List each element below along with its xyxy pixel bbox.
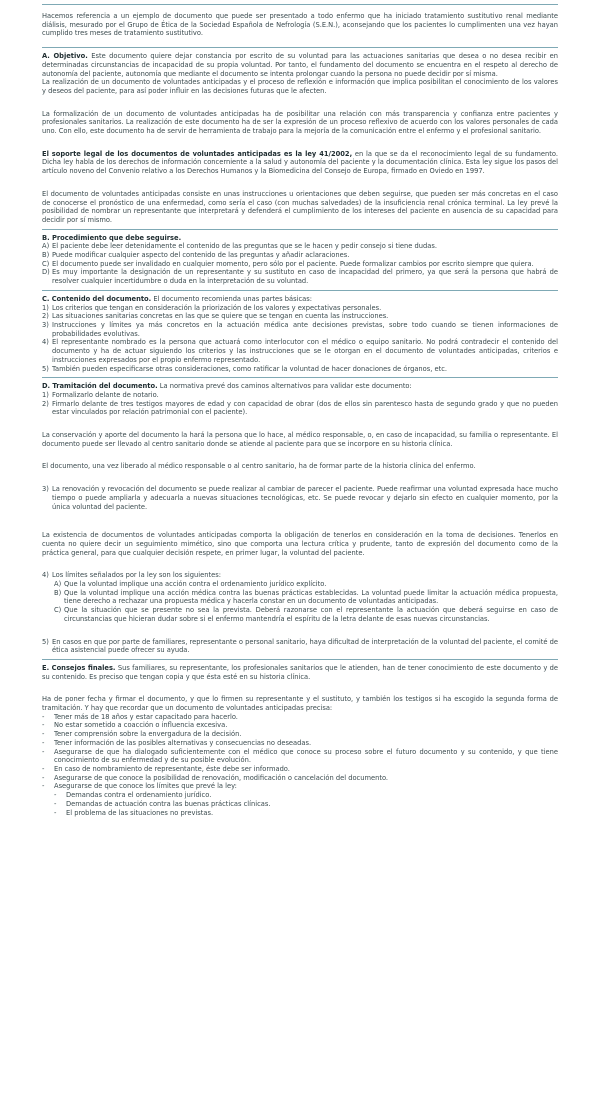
item-marker: 4) bbox=[42, 338, 49, 347]
section-a-p3: La formalización de un documento de voluntades anticipadas ha de posibilitar una relación con más transparencia y confianza entre pacientes y profesionales sanitarios. La realización de este documento ha de ser la expresión de un proceso reflexivo de acuerdo con los valores personales de cada uno. Con ello, este documento ha de servir de herramienta de trabajo para la mejoría de la comunicación entre el enfermo y el profesional sanitario. bbox=[42, 109, 558, 136]
section-e-text: Sus familiares, su representante, los profesionales sanitarios que le atienden, han de tener conocimiento de este documento y de su contenido. Es preciso que tengan copia y que ésta esté en su historia clínica. bbox=[42, 663, 558, 681]
item-marker: - bbox=[42, 721, 45, 730]
item-marker: - bbox=[54, 791, 57, 800]
item-text: Los criterios que tengan en consideración la priorización de los valores y expectativas personales. bbox=[52, 303, 382, 312]
item-text: Demandas contra el ordenamiento jurídico. bbox=[66, 791, 212, 800]
section-d-heading: D. Tramitación del documento. bbox=[42, 382, 158, 391]
item-text: Puede modificar cualquier aspecto del contenido de las preguntas y añadir aclaraciones. bbox=[52, 251, 350, 260]
item-marker: 5) bbox=[42, 364, 49, 373]
item-text: En casos en que por parte de familiares, representante o personal sanitario, haya dificultad de interpretación de la voluntad del paciente, el comité de ética asistencial puede ofrecer su ayuda. bbox=[52, 637, 558, 655]
item-marker: 4) bbox=[42, 571, 49, 580]
item-marker: 5) bbox=[42, 637, 49, 646]
list-item bbox=[42, 571, 558, 580]
item-text: La renovación y revocación del documento se puede realizar al cambiar de parecer el paciente. Puede reafirmar una voluntad expresada hace mucho tiempo o puede ampliarla y adecuarla a nuevas situaciones tecnológicas, etc. Se puede revocar y dejarlo sin efecto en cualquier momento, por la única voluntad del paciente. bbox=[52, 485, 558, 511]
section-c-intro bbox=[42, 295, 558, 304]
item-marker: 3) bbox=[42, 320, 49, 329]
item-text: Los límites señalados por la ley son los siguientes: bbox=[52, 571, 221, 580]
section-divider bbox=[42, 47, 558, 48]
list-item bbox=[42, 774, 558, 783]
item-marker: A) bbox=[54, 580, 62, 589]
list-item bbox=[42, 748, 558, 765]
list-item bbox=[42, 739, 558, 748]
section-divider bbox=[42, 377, 558, 378]
item-marker: C) bbox=[42, 259, 50, 268]
list-item bbox=[42, 485, 558, 511]
item-marker: - bbox=[42, 765, 45, 773]
item-text: El problema de las situaciones no previstas. bbox=[66, 808, 214, 817]
section-c-list bbox=[42, 304, 558, 374]
list-item bbox=[54, 800, 558, 809]
item-text: Que la voluntad implique una acción médica contra las buenas prácticas establecidas. La voluntad puede limitar la actuación médica propuesta, tiene derecho a rechazar una propuesta médica y hacerla constar en un documento de voluntadas anticipadas. bbox=[64, 588, 558, 606]
item-text: También pueden especificarse otras consideraciones, como ratificar la voluntad de hacer donaciones de órganos, etc. bbox=[52, 364, 448, 373]
law-limits-sublist bbox=[42, 791, 558, 817]
item-marker: 3) bbox=[42, 485, 49, 494]
limits-sublist bbox=[42, 580, 558, 624]
item-text: Tener más de 18 años y estar capacitado para hacerlo. bbox=[54, 712, 238, 721]
item-marker: - bbox=[54, 799, 57, 808]
item-marker: - bbox=[42, 773, 45, 782]
section-divider bbox=[42, 229, 558, 230]
item-marker: - bbox=[54, 808, 57, 817]
item-text: Formalizarlo delante de notario. bbox=[52, 390, 159, 399]
item-marker: B) bbox=[54, 588, 62, 597]
item-text: El representante nombrado es la persona que actuará como interlocutor con el médico o equipo sanitario. No podrá contradecir el contenido del documento y ha de actuar siguiendo los criterios y las instrucciones que se le otorgan en el documento de voluntades anticipadas, criterios e instrucciones expresados por el propio enfermo representado. bbox=[52, 338, 558, 364]
section-b-list bbox=[42, 242, 558, 286]
section-d-p2: La conservación y aporte del documento la hará la persona que lo hace, al médico responsable, o, en caso de incapacidad, su familia o representante. El documento puede ser llevado al centro sanitario donde se atiende al paciente para que se incorpore en su historia clínica. bbox=[42, 431, 558, 448]
section-c-heading: C. Contenido del documento. bbox=[42, 294, 152, 303]
section-e-heading: E. Consejos finales. bbox=[42, 663, 116, 672]
item-text: Las situaciones sanitarias concretas en las que se quiere que se tengan en cuenta las instrucciones. bbox=[52, 312, 389, 321]
item-marker: - bbox=[42, 738, 45, 747]
section-a-text: Este documento quiere dejar constancia por escrito de su voluntad para las actuaciones sanitarias que desea o no desea recibir en determinadas circunstancias de incapacidad de su propia voluntad. Por tanto, el fundamento del documento se encuentra en el respeto al derecho de autonomía del paciente, autonomía que mediante el documento se intenta prolongar cuando la persona no puede decidir por sí misma. bbox=[42, 52, 558, 78]
item-text: Instrucciones y límites ya más concretos en la actuación médica ante decisiones previstas, sobre todo cuando se tienen informaciones de probabilidades evolutivas. bbox=[52, 320, 558, 338]
item-marker: C) bbox=[54, 606, 62, 615]
item-text: Es muy importante la designación de un representante y su sustituto en caso de incapacidad del primero, ya que será la persona que habrá de resolver cualquier incertidumbre o duda en la interpretación de su voluntad. bbox=[52, 268, 558, 286]
item-marker: - bbox=[42, 712, 45, 721]
item-marker: - bbox=[42, 782, 45, 791]
list-item bbox=[54, 791, 558, 800]
list-item bbox=[42, 730, 558, 739]
section-d-p4: La existencia de documentos de voluntades anticipadas comporta la obligación de tenerlos en consideración en la toma de decisiones. Tenerlos en cuenta no quiere decir un seguimiento mimético, sino que comporta una lectura crítica y prudente, tanto de expresión del documento como de la práctica general, para que cualquier decisión respete, en primer lugar, la voluntad del paciente. bbox=[42, 531, 558, 557]
item-text: En caso de nombramiento de representante, éste debe ser informado. bbox=[54, 765, 290, 773]
list-item bbox=[42, 765, 558, 774]
item-text: Asegurarse de que conoce los límites que prevé la ley: bbox=[54, 782, 237, 791]
document-body bbox=[42, 12, 558, 817]
requirements-list bbox=[42, 713, 558, 817]
list-item bbox=[42, 312, 558, 321]
item-marker: - bbox=[42, 747, 45, 756]
list-item bbox=[42, 365, 558, 374]
top-rule bbox=[42, 4, 558, 5]
section-e-paragraph bbox=[42, 664, 558, 681]
item-text: No estar sometido a coacción o influencia excesiva. bbox=[54, 721, 228, 730]
list-item bbox=[42, 242, 558, 251]
section-divider bbox=[42, 290, 558, 291]
item-marker: 2) bbox=[42, 399, 49, 408]
intro-paragraph: Hacemos referencia a un ejemplo de documento que puede ser presentado a todo enfermo que ha iniciado tratamiento sustitutivo renal mediante diálisis, mesurado por el Grupo de Ética de la Sociedad Española de Nefrología (S.E.N.), aconsejando que los pacientes lo cumplimenten una vez hayan cumplido tres meses de tratamiento sustitutivo. bbox=[42, 12, 558, 38]
list-item bbox=[54, 580, 558, 589]
item-text: Firmarlo delante de tres testigos mayores de edad y con capacidad de obrar (dos de ellos sin parentesco hasta de segundo grado y que no pueden estar vinculados por relación patrimonial con el paciente). bbox=[52, 399, 558, 417]
section-divider bbox=[42, 659, 558, 660]
section-d-text: La normativa prevé dos caminos alternativos para validar este documento: bbox=[157, 382, 412, 391]
list-item bbox=[42, 251, 558, 260]
section-a-p4-text: en la que se da el reconocimiento legal de su fundamento. Dicha ley habla de los derechos de información concerniente a la salud y autonomía del paciente y la documentación clínica. Esta ley sigue los pasos del artículo noveno del Convenio relativo a los Derechos Humanos y la Biomedicina del Consejo de Europa, firmado en Oviedo en 1997. bbox=[42, 149, 559, 176]
list-item bbox=[54, 606, 558, 623]
item-marker: A) bbox=[42, 242, 50, 251]
item-text: Que la voluntad implique una acción contra el ordenamiento jurídico explícito. bbox=[64, 580, 327, 589]
list-item bbox=[42, 260, 558, 269]
section-b-heading: B. Procedimiento que debe seguirse. bbox=[42, 233, 182, 242]
item-marker: - bbox=[42, 730, 45, 739]
item-marker: D) bbox=[42, 268, 50, 277]
list-item bbox=[42, 338, 558, 364]
item-text: El documento puede ser invalidado en cualquier momento, pero sólo por el paciente. Puede formalizar cambios por escrito siempre que quiera. bbox=[52, 259, 534, 268]
item-text: Tener comprensión sobre la envergadura de la decisión. bbox=[54, 730, 242, 739]
list-item bbox=[42, 713, 558, 722]
item-text: Asegurarse de que ha dialogado suficientemente con el médico que conoce su proceso sobre el futuro documento y su contenido, y que tiene conocimiento de su enfermedad y de su posible evolución. bbox=[54, 747, 558, 765]
list-item bbox=[42, 321, 558, 338]
list-item bbox=[42, 391, 558, 400]
item-text: El paciente debe leer detenidamente el contenido de las preguntas que se le hacen y pedir consejo si tiene dudas. bbox=[52, 242, 437, 251]
list-item bbox=[42, 721, 558, 730]
list-item bbox=[42, 638, 558, 655]
section-d-intro bbox=[42, 382, 558, 391]
list-item bbox=[42, 304, 558, 313]
section-a-p2: La realización de un documento de voluntades anticipadas y el proceso de reflexión e información que implica posibilitan el conocimiento de los valores y deseos del paciente, para así poder influir en las decisiones futuras que le afecten. bbox=[42, 78, 558, 95]
item-text: Asegurarse de que conoce la posibilidad de renovación, modificación o cancelación del documento. bbox=[54, 773, 389, 782]
list-item bbox=[42, 400, 558, 417]
item-marker: 1) bbox=[42, 303, 49, 312]
item-text: Que la situación que se presente no sea la prevista. Deberá razonarse con el representante la actuación que deberá seguirse en caso de circunstancias que hicieran dudar sobre si el enfermo mantendría el espíritu de la letra delante de esas nuevas circunstancias. bbox=[64, 606, 558, 623]
list-item bbox=[54, 589, 558, 606]
section-d-p3: El documento, una vez liberado al médico responsable o al centro sanitario, ha de formar parte de la historia clínica del enfermo. bbox=[42, 462, 476, 471]
item-marker: 2) bbox=[42, 312, 49, 321]
list-item bbox=[42, 268, 558, 285]
section-e-p2: Ha de poner fecha y firmar el documento, y que lo firmen su representante y el sustituto, y también los testigos si ha escogido la segunda forma de tramitación. Y hay que recordar que un documento de voluntades anticipadas precisa: bbox=[42, 695, 558, 713]
law-reference: El soporte legal de los documentos de voluntades anticipadas es la ley 41/2002, bbox=[42, 149, 353, 158]
item-text: Tener información de las posibles alternativas y consecuencias no deseadas. bbox=[54, 738, 312, 747]
section-a-p5: El documento de voluntades anticipadas consiste en unas instrucciones u orientaciones que deben seguirse, que pueden ser más concretas en el caso de conocerse el pronóstico de una enfermedad, como sería el caso (con muchas salvedades) de la insuficiencia renal crónica terminal. La ley prevé la posibilidad de nombrar un representante que interpretará y defenderá el cumplimiento de los intereses del paciente en ausencia de su capacidad para decidir por sí mismo. bbox=[42, 189, 558, 224]
section-d-list bbox=[42, 391, 558, 417]
section-c-text: El documento recomienda unas partes básicas: bbox=[151, 294, 312, 303]
item-text: Demandas de actuación contra las buenas prácticas clínicas. bbox=[66, 799, 271, 808]
list-item bbox=[54, 809, 558, 818]
item-marker: 1) bbox=[42, 390, 49, 399]
section-a-heading: A. Objetivo. bbox=[42, 52, 88, 61]
section-a-p4 bbox=[42, 150, 558, 176]
section-a-paragraph bbox=[42, 52, 558, 78]
list-item bbox=[42, 782, 558, 791]
item-marker: B) bbox=[42, 251, 50, 260]
